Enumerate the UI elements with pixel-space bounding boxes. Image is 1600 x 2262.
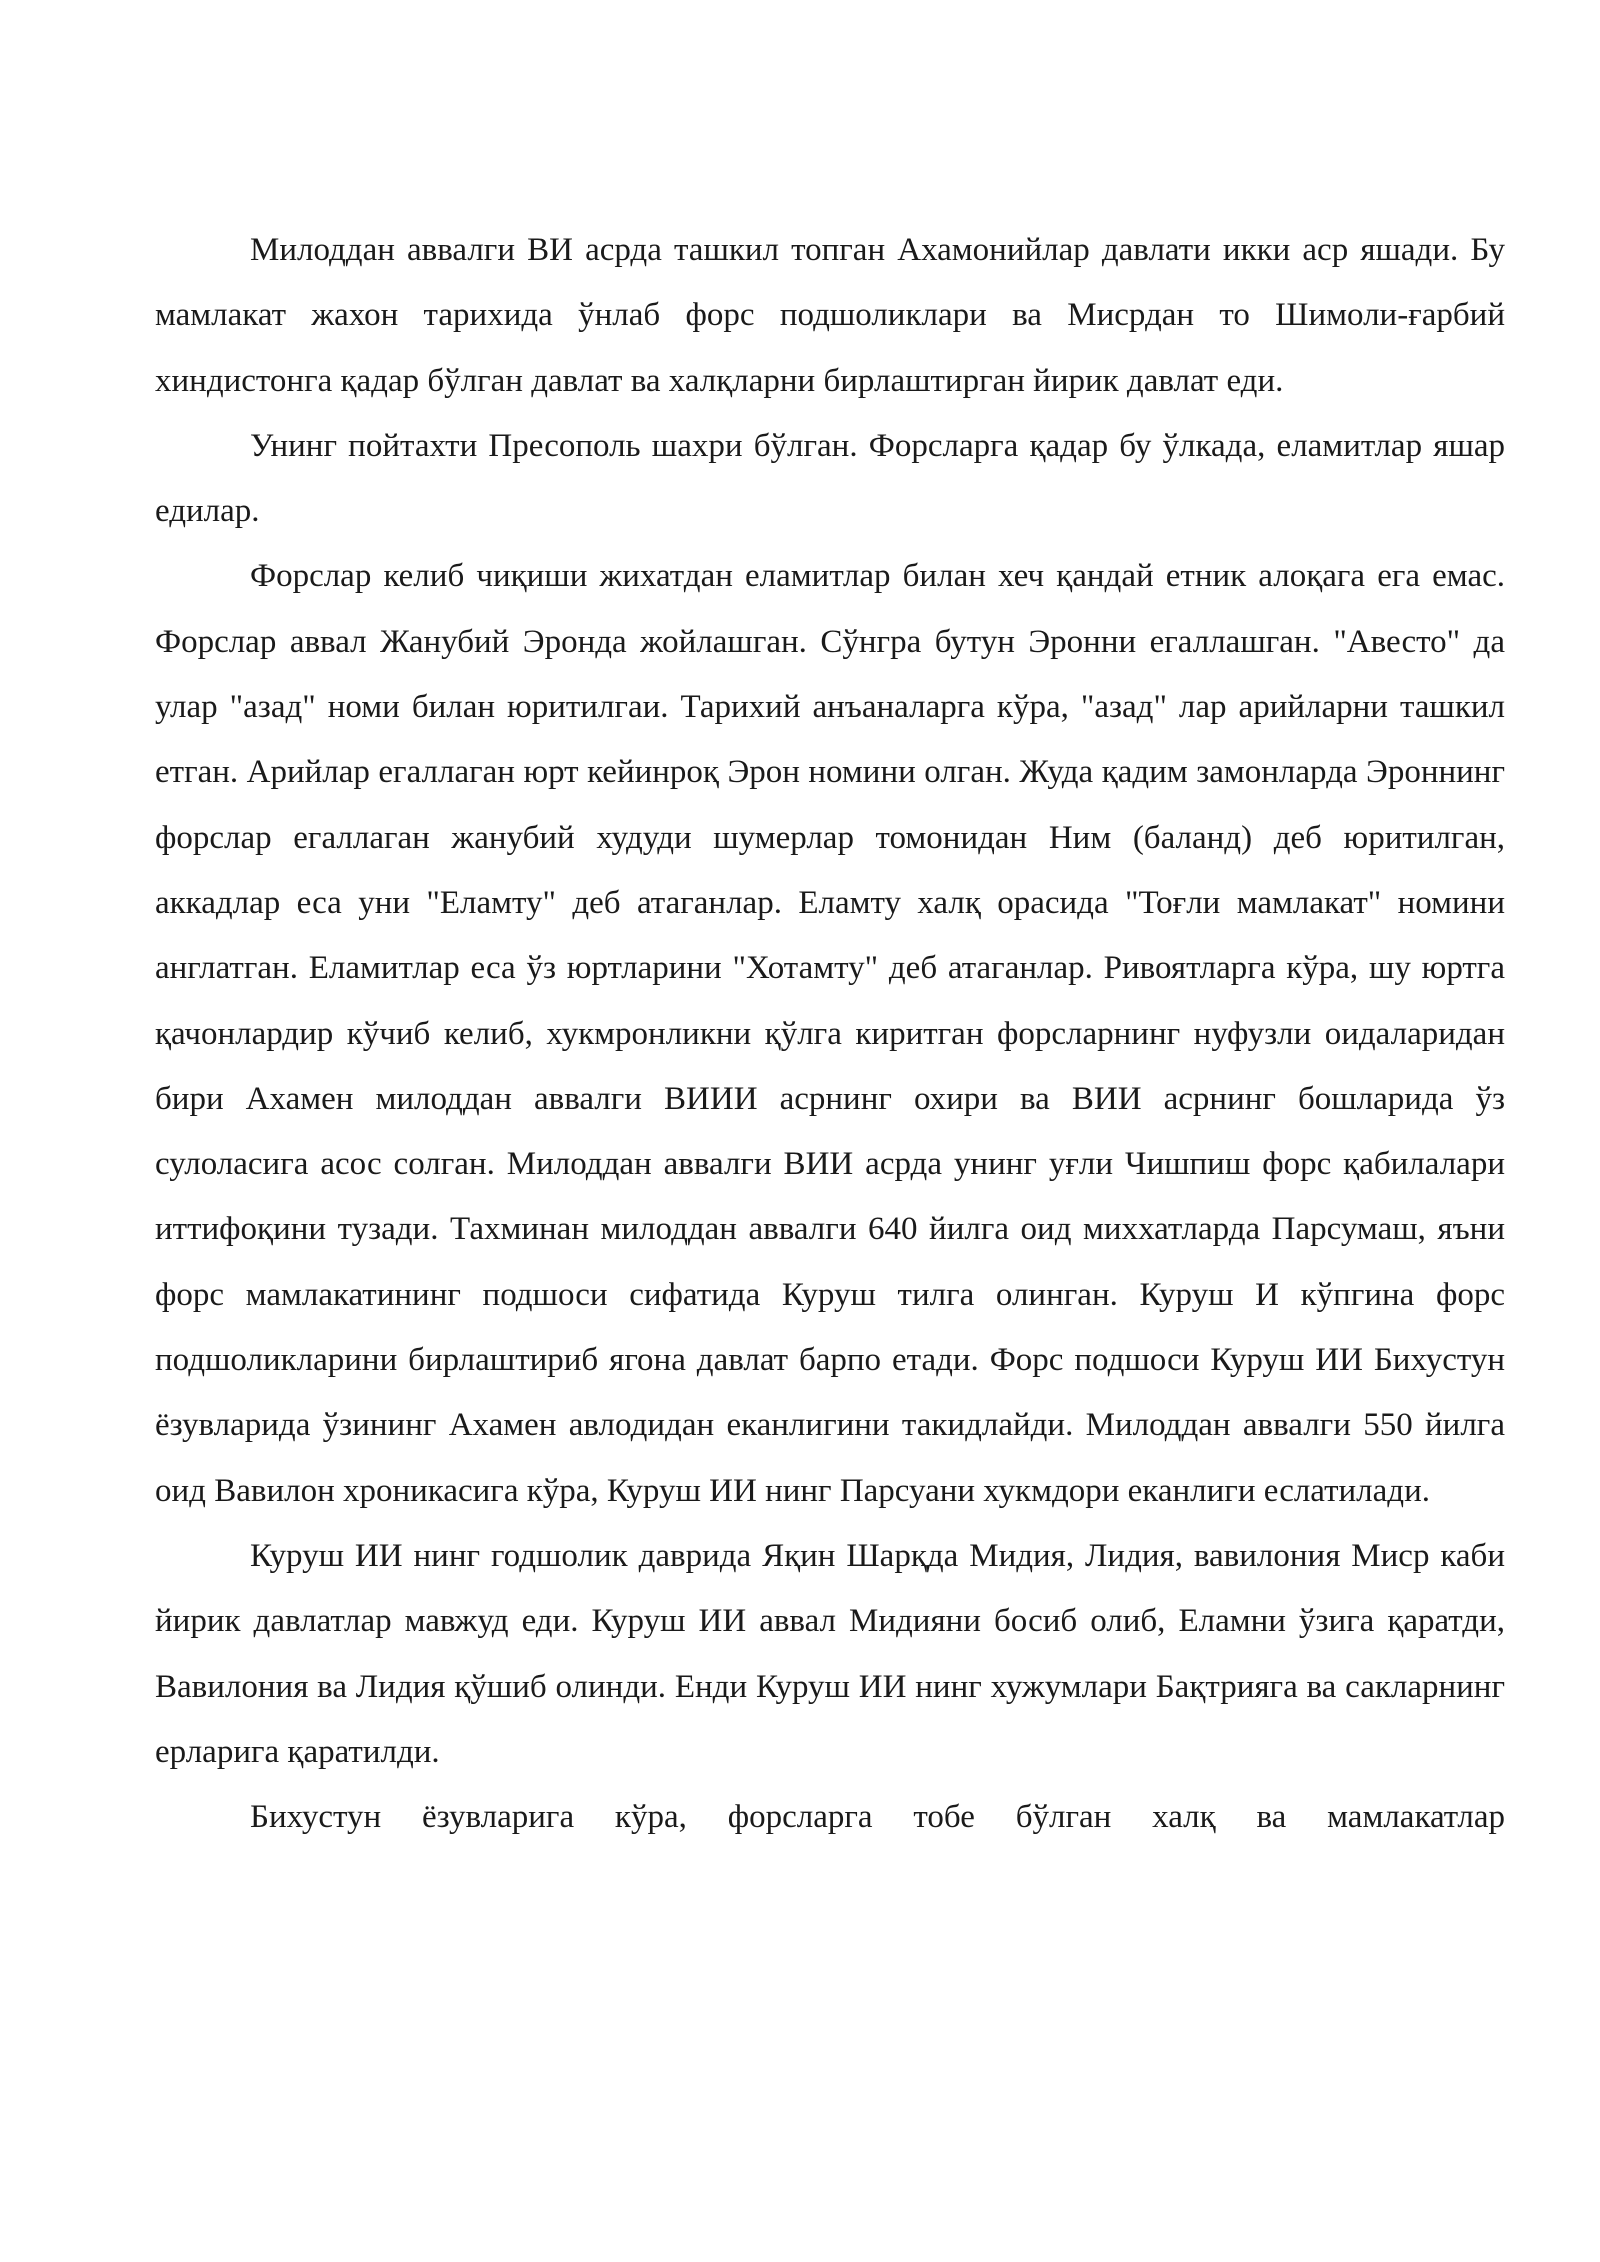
paragraph-3: Форслар келиб чиқиши жихатдан еламитлар билан хеч қандай етник алоқага ега емас. Форслар аввал Жанубий Эронда жойлашган. Сўнгра бутун Эронни егаллашган. "Авесто" да улар "азад" номи билан юритилгаи. Тарихий анъаналарга кўра, "азад" лар арийларни ташкил етган. Арийлар егаллаган юрт кейинроқ Эрон номини олган. Жуда қадим замонларда Эроннинг форслар егаллаган жанубий худуди шумерлар томонидан Ним (баланд) деб юритилган, аккадлар еса уни "Еламту" деб атаганлар. Еламту халқ орасида "Тоғли мамлакат" номини англатган. Еламитлар еса ўз юртларини "Хотамту" деб атаганлар. Ривоятларга кўра, шу юртга қачонлардир кўчиб келиб, хукмронликни қўлга киритган форсларнинг нуфузли оидаларидан бири Ахамен милоддан аввалги ВИИИ асрнинг охири ва ВИИ асрнинг бошларида ўз сулоласига асос солган. Милоддан аввалги ВИИ асрда унинг уғли Чишпиш форс қабилалари иттифоқини тузади. Тахминан милоддан аввалги 640 йилга оид миххатларда Парсумаш, яъни форс мамлакатининг подшоси сифатида Куруш тилга олинган. Куруш И кўпгина форс подшоликларини бирлаштириб ягона давлат барпо етади. Форс подшоси Куруш ИИ Бихустун ёзувларида ўзининг Ахамен авлодидан еканлигини такидлайди. Милоддан аввалги 550 йилга оид Вавилон хроникасига кўра, Куруш ИИ нинг Парсуани хукмдори еканлиги еслатилади.	[155, 558, 1505, 1509]
paragraph-5: Бихустун ёзувларига кўра, форсларга тобе бўлган халқ ва мамлакатлар	[250, 1799, 1505, 1836]
paragraph-2: Унинг пойтахти Пресополь шахри бўлган. Форсларга қадар бу ўлкада, еламитлар яшар едилар.	[155, 427, 1505, 530]
paragraph-1: Милоддан аввалги ВИ асрда ташкил топган Ахамонийлар давлати икки аср яшади. Бу мамлакат жахон тарихида ўнлаб форс подшоликлари ва Мисрдан то Шимоли-ғарбий хиндистонга қадар бўлган давлат ва халқларни бирлаштирган йирик давлат еди.	[155, 232, 1505, 399]
document-page	[155, 218, 1505, 1850]
paragraph-4: Куруш ИИ нинг годшолик даврида Яқин Шарқда Мидия, Лидия, вавилония Миср каби йирик давлатлар мавжуд еди. Куруш ИИ аввал Мидияни босиб олиб, Еламни ўзига қаратди, Вавилония ва Лидия қўшиб олинди. Енди Куруш ИИ нинг хужумлари Бақтрияга ва сакларнинг ерларига қаратилди.	[155, 1537, 1505, 1770]
